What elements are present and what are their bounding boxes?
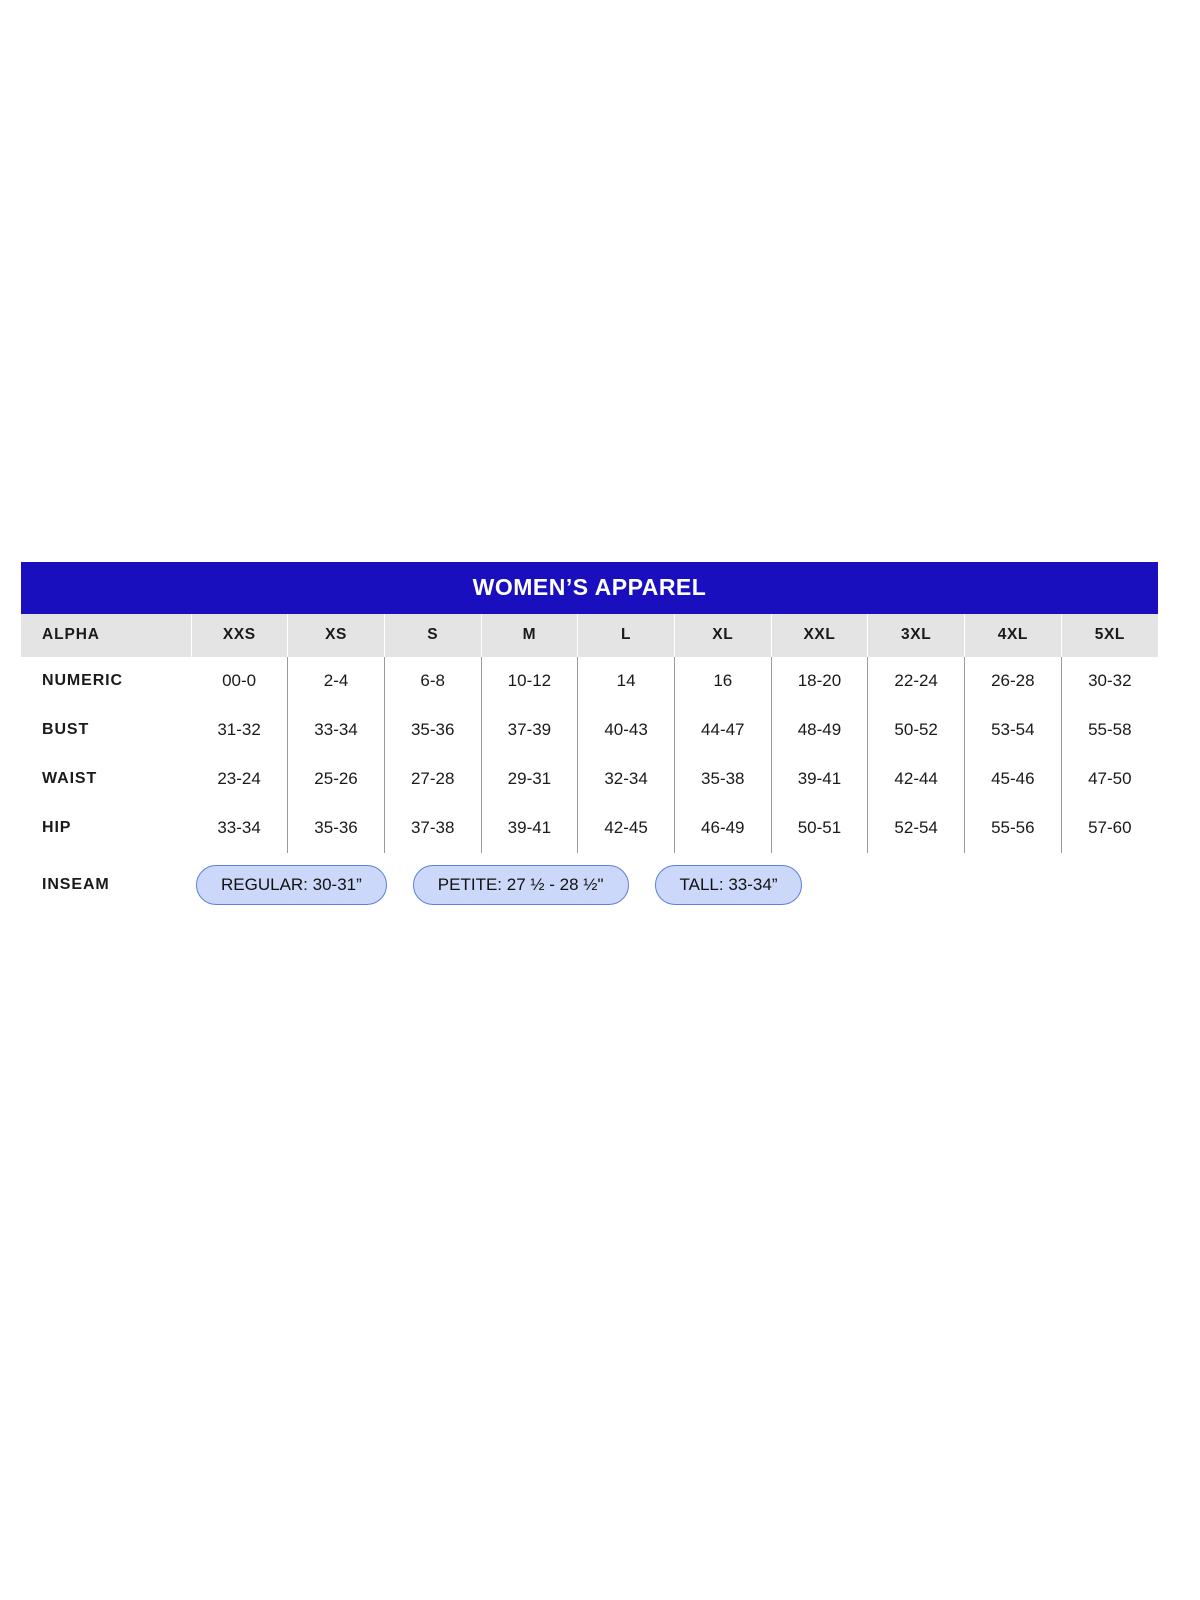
column-header-4xl: 4XL <box>965 614 1062 657</box>
cell-bust-s: 35-36 <box>384 706 481 755</box>
cell-waist-l: 32-34 <box>578 755 675 804</box>
column-header-s: S <box>384 614 481 657</box>
column-header-xxs: XXS <box>191 614 288 657</box>
cell-bust-xs: 33-34 <box>288 706 385 755</box>
row-label-waist: WAIST <box>42 770 98 787</box>
cell-numeric-5xl: 30-32 <box>1088 671 1132 690</box>
cell-waist-xxl: 39-41 <box>771 755 868 804</box>
column-header-xs: XS <box>288 614 385 657</box>
cell-waist-xl: 35-38 <box>674 755 771 804</box>
cell-numeric-s: 6-8 <box>384 657 481 706</box>
inseam-tall-value: 33-34” <box>728 875 778 894</box>
inseam-option-tall[interactable] <box>655 865 803 905</box>
cell-bust-4xl: 53-54 <box>965 706 1062 755</box>
column-header-xl: XL <box>674 614 771 657</box>
row-label-hip: HIP <box>42 819 72 836</box>
cell-waist-s: 27-28 <box>384 755 481 804</box>
column-header-3xl: 3XL <box>868 614 965 657</box>
inseam-option-regular[interactable] <box>196 865 387 905</box>
cell-waist-3xl: 42-44 <box>868 755 965 804</box>
cell-hip-4xl: 55-56 <box>965 804 1062 853</box>
inseam-row <box>21 853 1158 906</box>
cell-numeric-l: 14 <box>578 657 675 706</box>
cell-hip-m: 39-41 <box>481 804 578 853</box>
row-label-bust: BUST <box>42 721 90 738</box>
cell-numeric-m: 10-12 <box>481 657 578 706</box>
cell-waist-4xl: 45-46 <box>965 755 1062 804</box>
row-label-numeric: NUMERIC <box>42 672 123 689</box>
cell-numeric-xs: 2-4 <box>288 657 385 706</box>
cell-numeric-xxl: 18-20 <box>771 657 868 706</box>
table-row <box>21 706 1158 755</box>
cell-numeric-xxs: 00-0 <box>191 657 288 706</box>
column-header-xxl: XXL <box>771 614 868 657</box>
cell-bust-5xl: 55-58 <box>1088 720 1132 739</box>
column-header-m: M <box>481 614 578 657</box>
cell-bust-xl: 44-47 <box>674 706 771 755</box>
table-row <box>21 657 1158 706</box>
chart-title: WOMEN’S APPAREL <box>21 562 1158 614</box>
inseam-petite-value: 27 ½ - 28 ½" <box>506 875 604 894</box>
cell-hip-l: 42-45 <box>578 804 675 853</box>
inseam-option-petite[interactable] <box>413 865 629 905</box>
cell-waist-5xl: 47-50 <box>1088 769 1132 788</box>
inseam-regular-value: 30-31” <box>312 875 362 894</box>
inseam-petite-prefix: PETITE: <box>437 875 507 894</box>
cell-hip-3xl: 52-54 <box>868 804 965 853</box>
column-header-l: L <box>578 614 675 657</box>
column-header-alpha: ALPHA <box>21 614 191 657</box>
cell-hip-5xl: 57-60 <box>1088 818 1132 837</box>
cell-bust-3xl: 50-52 <box>868 706 965 755</box>
table-row <box>21 804 1158 853</box>
column-header-5xl: 5XL <box>1061 614 1158 657</box>
inseam-option-group <box>192 865 1157 905</box>
table-header-row <box>21 614 1158 657</box>
cell-bust-l: 40-43 <box>578 706 675 755</box>
cell-numeric-3xl: 22-24 <box>868 657 965 706</box>
inseam-regular-prefix: REGULAR: <box>221 875 313 894</box>
cell-bust-xxs: 31-32 <box>191 706 288 755</box>
size-chart <box>21 562 1158 906</box>
row-label-inseam: INSEAM <box>42 876 110 893</box>
cell-hip-xxs: 33-34 <box>191 804 288 853</box>
inseam-tall-prefix: TALL: <box>679 875 729 894</box>
cell-numeric-4xl: 26-28 <box>965 657 1062 706</box>
inseam-options-cell <box>191 853 1158 906</box>
cell-waist-xs: 25-26 <box>288 755 385 804</box>
cell-waist-xxs: 23-24 <box>191 755 288 804</box>
table-row <box>21 755 1158 804</box>
cell-hip-xl: 46-49 <box>674 804 771 853</box>
size-chart-table <box>21 614 1158 906</box>
cell-waist-m: 29-31 <box>481 755 578 804</box>
cell-hip-s: 37-38 <box>384 804 481 853</box>
cell-bust-m: 37-39 <box>481 706 578 755</box>
cell-hip-xxl: 50-51 <box>771 804 868 853</box>
cell-hip-xs: 35-36 <box>288 804 385 853</box>
cell-numeric-xl: 16 <box>674 657 771 706</box>
cell-bust-xxl: 48-49 <box>771 706 868 755</box>
